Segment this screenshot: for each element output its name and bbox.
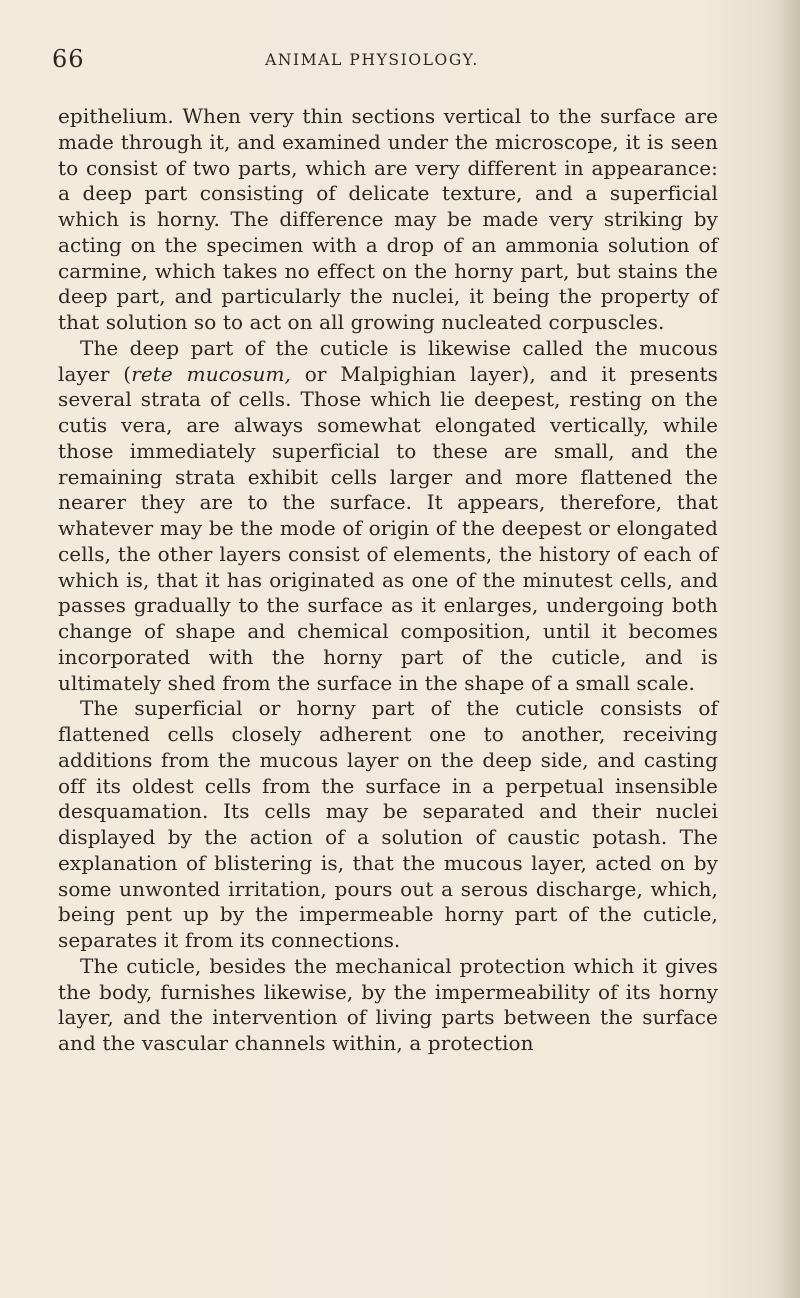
- page-number: 66: [52, 45, 85, 73]
- mucous-layer-text-start: The deep part of the cuticle is likewise called the mucous layer (: [58, 335, 718, 386]
- body-text: [58, 104, 718, 1057]
- running-head: ANIMAL PHYSIOLOGY.: [265, 51, 479, 69]
- page-edge-shadow: [778, 0, 800, 1298]
- paragraph-cuticle-protection: The cuticle, besides the mechanical protection which it gives the body, furnishes likewise, by the impermeability of its horny layer, and the intervention of living parts between the surface and the vascular channels within, a protection: [58, 953, 718, 1055]
- paragraph-mucous-layer: [58, 336, 718, 697]
- page-header: [52, 46, 692, 72]
- rete-mucosum-term: rete mucosum,: [131, 361, 291, 386]
- paragraph-epithelium: epithelium. When very thin sections vertical to the surface are made through it, and examined under the microscope, it is seen to consist of two parts, which are very different in appearance: a deep part consisting of delicate texture, and a superficial which is horny. The difference may be made very striking by acting on the specimen with a drop of an ammonia solution of carmine, which takes no effect on the horny part, but stains the deep part, and particularly the nuclei, it being the property of that solution so to act on all growing nucleated corpuscles.: [58, 104, 718, 334]
- mucous-layer-text-rest: or Malpighian layer), and it presents several strata of cells. Those which lie deepest, resting on the cutis vera, are always somewhat elongated vertically, while those immediately superficial to these are small, and the remaining strata exhibit cells larger and more flattened the nearer they are to the surface. It appears, therefore, that whatever may be the mode of origin of the deepest or elongated cells, the other layers consist of elements, the history of each of which is, that it has originated as one of the minutest cells, and passes gradually to the surface as it enlarges, undergoing both change of shape and chemical composition, until it becomes incorporated with the horny part of the cuticle, and is ultimately shed from the surface in the shape of a small scale.: [58, 361, 718, 695]
- paragraph-horny-layer: The superficial or horny part of the cuticle consists of flattened cells closely adherent one to another, receiving additions from the mucous layer on the deep side, and casting off its oldest cells from the surface in a perpetual insensible desquamation. Its cells may be separated and their nuclei displayed by the action of a solution of caustic potash. The explanation of blistering is, that the mucous layer, acted on by some unwonted irritation, pours out a serous discharge, which, being pent up by the impermeable horny part of the cuticle, separates it from its connections.: [58, 696, 718, 952]
